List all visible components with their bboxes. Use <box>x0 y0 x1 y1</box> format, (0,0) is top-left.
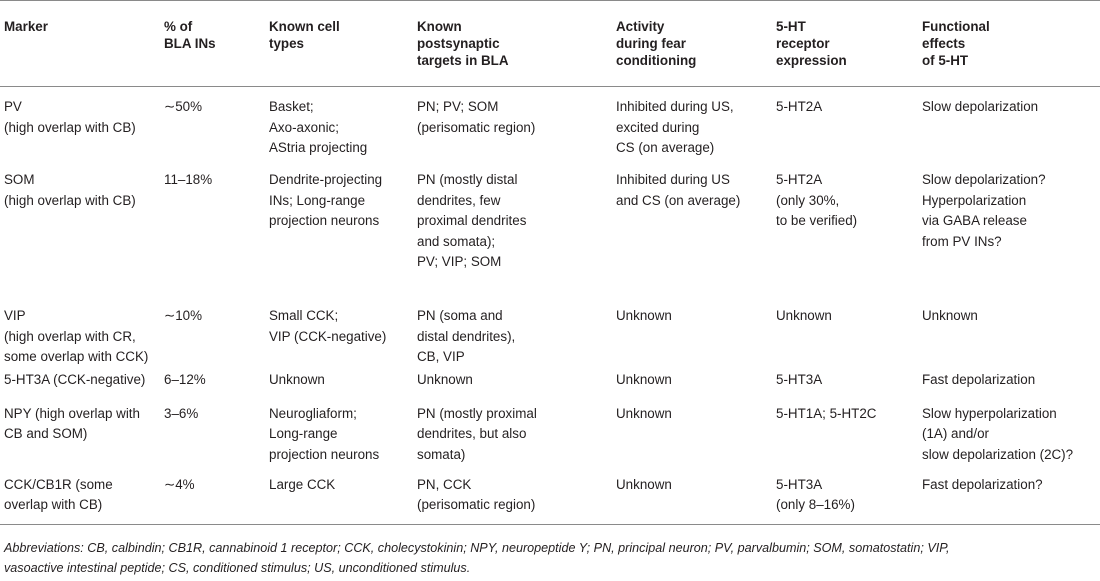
cell-cell-types: Unknown <box>269 371 325 387</box>
table-row <box>0 399 1100 468</box>
cell-effects: Unknown <box>922 308 978 323</box>
abbreviations-footnote: Abbreviations: CB, calbindin; CB1R, cannabinoid 1 receptor; CCK, cholecystokinin; NPY, neuropeptide Y; PN, principal neuron; PV, parvalbumin; SOM, somatostatin; VIP, vasoactive intestinal peptide; CS, conditioned stimulus; US, unconditioned stimulus. <box>4 540 950 575</box>
cell-activity: Unknown <box>616 476 672 492</box>
table-row <box>0 468 1100 525</box>
cell-percent: ∼4% <box>164 476 195 492</box>
cell-cell-types: Large CCK <box>269 476 336 492</box>
cell-percent: 6–12% <box>164 371 206 387</box>
cell-activity: Inhibited during US and CS (on average) <box>616 172 741 208</box>
table-row <box>0 162 1100 298</box>
header-targets: Known postsynaptic targets in BLA <box>417 19 509 68</box>
cell-percent: 3–6% <box>164 405 199 421</box>
cell-targets: PN (mostly proximal dendrites, but also somata) <box>417 405 537 462</box>
cell-targets: Unknown <box>417 371 473 387</box>
cell-cell-types: Small CCK; VIP (CCK-negative) <box>269 308 387 344</box>
header-marker: Marker <box>4 19 48 34</box>
table-row <box>0 298 1100 368</box>
cell-effects: Fast depolarization <box>922 371 1036 387</box>
header-activity: Activity during fear conditioning <box>616 19 697 68</box>
cell-receptor: 5-HT1A; 5-HT2C <box>776 405 877 421</box>
cell-cell-types: Neurogliaform; Long-range projection neurons <box>269 405 380 462</box>
header-cell-types: Known cell types <box>269 19 340 51</box>
header-row <box>0 1 1100 87</box>
cell-receptor: 5-HT3A <box>776 371 823 387</box>
cell-marker: SOM (high overlap with CB) <box>4 172 136 208</box>
cell-percent: ∼10% <box>164 308 203 323</box>
cell-marker: NPY (high overlap with CB and SOM) <box>4 405 140 441</box>
cell-receptor: Unknown <box>776 308 832 323</box>
header-receptor: 5-HT receptor expression <box>776 19 847 68</box>
cell-targets: PN (mostly distal dendrites, few proximal dendrites and somata); PV; VIP; SOM <box>417 172 527 269</box>
header-effects: Functional effects of 5-HT <box>922 19 990 68</box>
cell-receptor: 5-HT3A (only 8–16%) <box>776 476 855 512</box>
cell-receptor: 5-HT2A <box>776 99 823 114</box>
table-row <box>0 87 1100 163</box>
cell-activity: Unknown <box>616 308 672 323</box>
table-row <box>0 368 1100 399</box>
cell-receptor: 5-HT2A (only 30%, to be verified) <box>776 172 858 228</box>
cell-percent: 11–18% <box>164 172 213 187</box>
cell-marker: VIP (high overlap with CR, some overlap with CCK) <box>4 308 149 364</box>
table-body <box>0 87 1100 525</box>
cell-effects: Slow hyperpolarization (1A) and/or slow depolarization (2C)? <box>922 405 1074 462</box>
cell-targets: PN (soma and distal dendrites), CB, VIP <box>417 308 516 364</box>
header-percent: % of BLA INs <box>164 19 216 51</box>
cell-marker: CCK/CB1R (some overlap with CB) <box>4 476 113 512</box>
cell-effects: Fast depolarization? <box>922 476 1043 492</box>
cell-targets: PN; PV; SOM (perisomatic region) <box>417 99 536 135</box>
cell-activity: Inhibited during US, excited during CS (on average) <box>616 99 734 155</box>
cell-activity: Unknown <box>616 371 672 387</box>
cell-effects: Slow depolarization? Hyperpolarization via GABA release from PV INs? <box>922 172 1046 249</box>
cell-marker: 5-HT3A (CCK-negative) <box>4 371 146 387</box>
cell-percent: ∼50% <box>164 99 203 114</box>
cell-activity: Unknown <box>616 405 672 421</box>
cell-cell-types: Dendrite-projecting INs; Long-range projection neurons <box>269 172 383 228</box>
cell-cell-types: Basket; Axo-axonic; AStria projecting <box>269 99 368 155</box>
table-header <box>0 1 1100 87</box>
cell-targets: PN, CCK (perisomatic region) <box>417 476 536 512</box>
cell-effects: Slow depolarization <box>922 99 1039 114</box>
cell-marker: PV (high overlap with CB) <box>4 99 136 135</box>
